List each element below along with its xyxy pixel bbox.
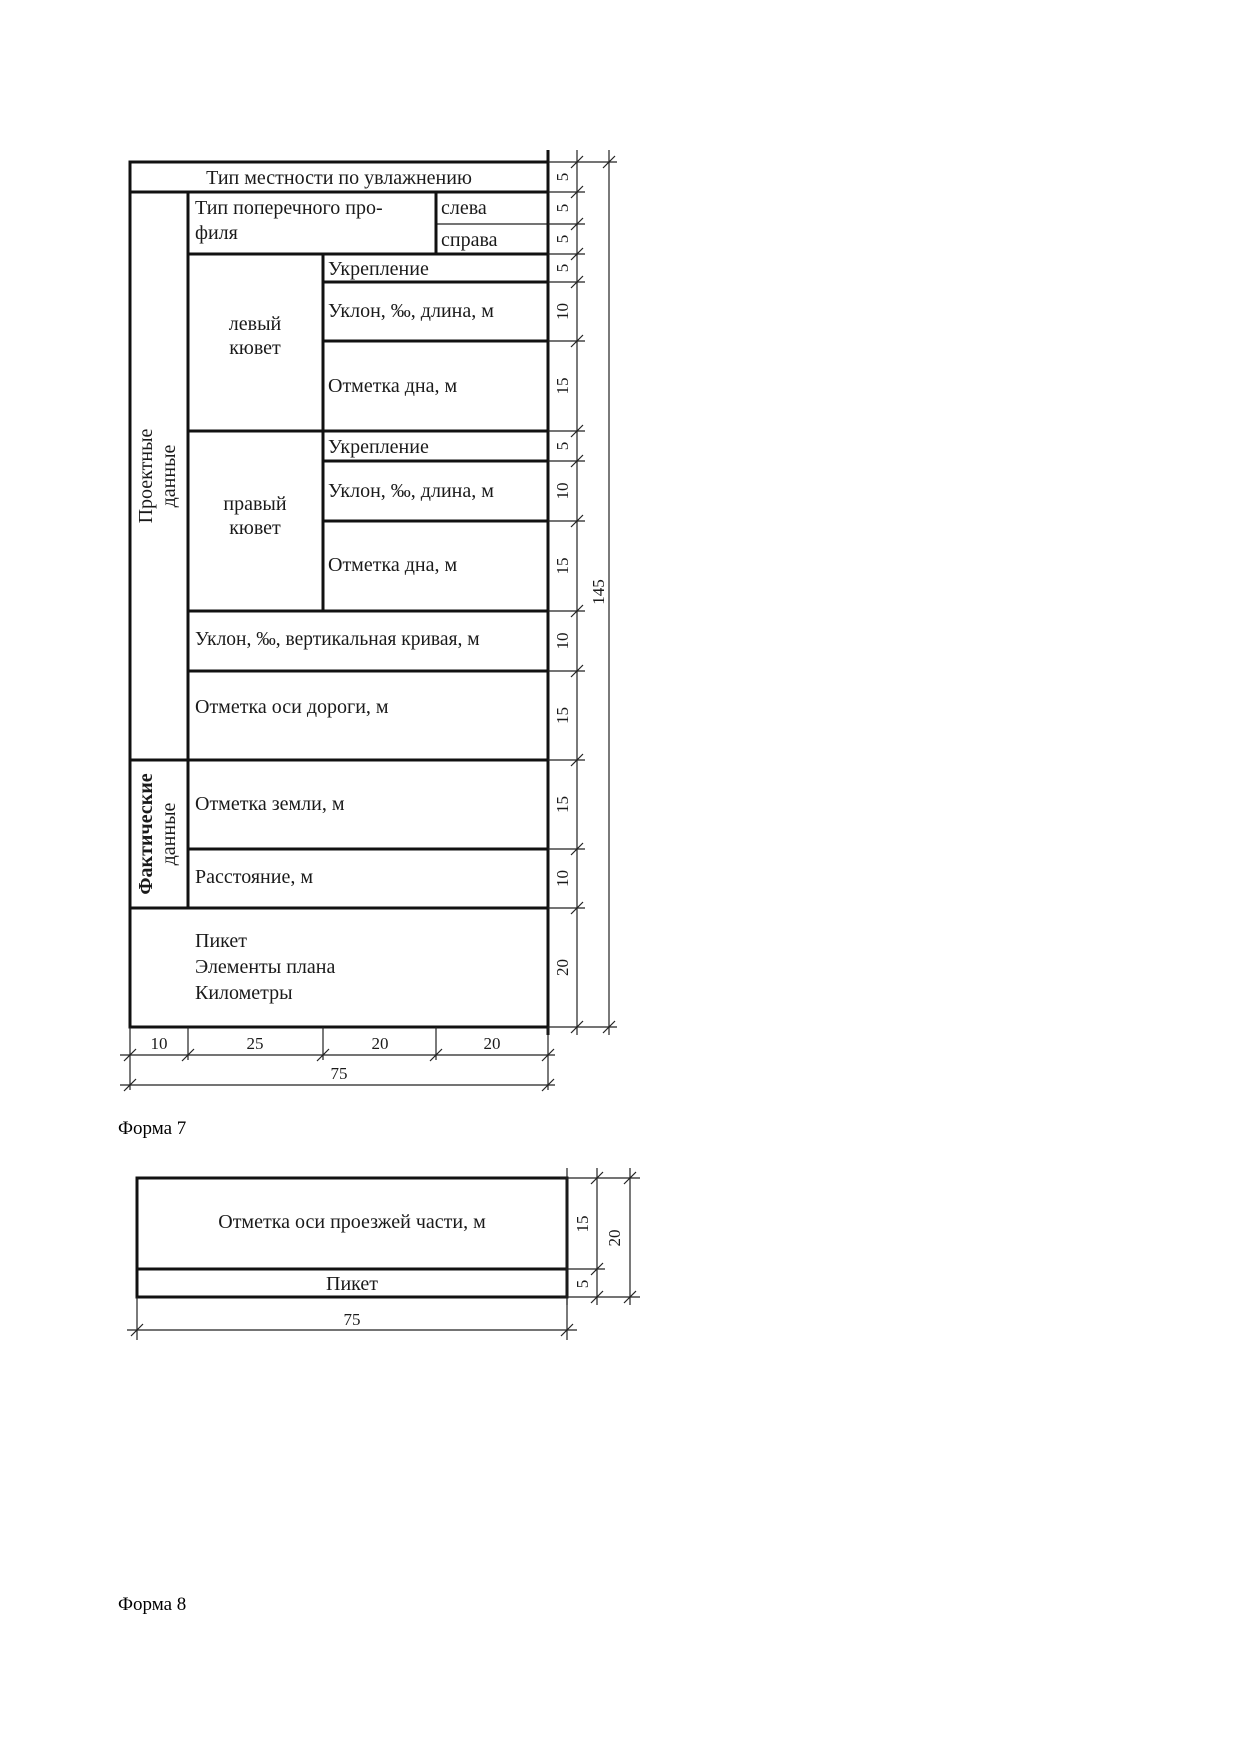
right-reinforcement-label: Укрепление	[328, 436, 429, 458]
left-reinforcement-label: Укрепление	[328, 258, 429, 280]
design-data-label-line1: Проектные	[135, 428, 157, 524]
form-7-row-height-10: 10	[553, 632, 572, 650]
form-7-col-width-3: 20	[371, 1034, 389, 1053]
right-ditch-label-line2: кювет	[229, 517, 281, 539]
form-7-col-width-1: 10	[150, 1034, 168, 1053]
design-data-label-line2: данные	[158, 444, 180, 508]
form-8-total-height: 20	[605, 1229, 624, 1247]
form-7-drawing	[0, 0, 700, 1110]
cross-profile-label-line2: филя	[195, 222, 238, 244]
moisture-type-label: Тип местности по увлажнению	[206, 167, 472, 189]
form-8-drawing	[0, 1150, 700, 1350]
actual-data-label-line2: данные	[158, 802, 180, 866]
form-7-caption: Форма 7	[118, 1118, 187, 1139]
road-axis-mark-label: Отметка оси дороги, м	[195, 696, 389, 718]
plan-elements-label: Элементы плана	[195, 956, 336, 978]
form-7-row-height-4: 5	[553, 263, 572, 273]
form-7-row-height-9: 15	[553, 557, 572, 575]
form-7-total-width: 75	[330, 1064, 348, 1083]
form-8-row-height-2: 5	[573, 1279, 592, 1289]
form-7-col-width-2: 25	[246, 1034, 264, 1053]
right-slope-label: Уклон, ‰, длина, м	[328, 480, 494, 502]
distance-label: Расстояние, м	[195, 866, 313, 888]
form-7-row-height-11: 15	[553, 707, 572, 724]
axis-mark-label: Отметка оси проезжей части, м	[218, 1211, 486, 1233]
picket-label: Пикет	[195, 930, 247, 952]
form-7-col-width-4: 20	[483, 1034, 501, 1053]
cross-profile-label-line1: Тип поперечного про-	[195, 197, 383, 219]
form-7-row-height-13: 10	[553, 870, 572, 887]
left-bottom-mark-label: Отметка дна, м	[328, 375, 458, 397]
form-7-row-height-3: 5	[553, 234, 572, 244]
left-slope-label: Уклон, ‰, длина, м	[328, 300, 494, 322]
form-7-row-height-2: 5	[553, 203, 572, 213]
form-7-row-height-5: 10	[553, 303, 572, 320]
ground-mark-label: Отметка земли, м	[195, 793, 345, 815]
grade-curve-label: Уклон, ‰, вертикальная кривая, м	[195, 629, 480, 650]
right-bottom-mark-label: Отметка дна, м	[328, 554, 458, 576]
left-side-label: слева	[441, 197, 487, 219]
form-7-row-heights	[553, 173, 572, 976]
form-7-row-height-8: 10	[553, 482, 572, 500]
form-7-total-height: 145	[589, 579, 608, 605]
left-ditch-label-line2: кювет	[229, 337, 281, 359]
right-ditch-label-line1: правый	[223, 493, 287, 515]
form-7-row-height-7: 5	[553, 441, 572, 451]
form-7-row-height-1: 5	[553, 172, 572, 182]
form-7-frame	[130, 162, 548, 1027]
kilometers-label: Километры	[195, 982, 293, 1004]
form-7-row-height-14: 20	[553, 959, 572, 976]
right-side-label: справа	[441, 229, 498, 251]
form-7-row-height-6: 15	[553, 377, 572, 395]
form-8-picket-label: Пикет	[326, 1273, 378, 1295]
left-ditch-label-line1: левый	[228, 313, 282, 335]
form-8-total-width: 75	[343, 1310, 361, 1329]
form-7-row-height-12: 15	[553, 796, 572, 813]
actual-data-label-line1: Фактические	[135, 773, 157, 895]
form-8-caption: Форма 8	[118, 1594, 187, 1615]
form-8-row-height-1: 15	[573, 1215, 592, 1233]
